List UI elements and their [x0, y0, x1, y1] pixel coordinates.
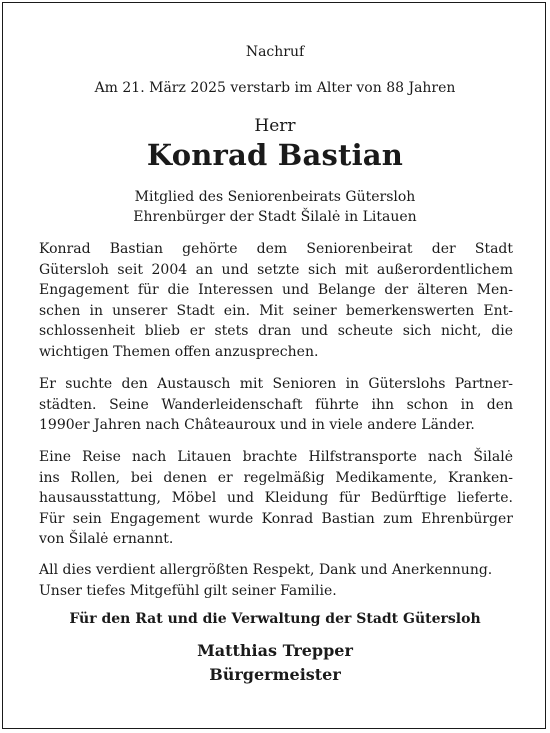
text-line: von Šilalė ernannt. [39, 531, 174, 547]
salutation: Herr [254, 116, 296, 136]
deceased-name: Konrad Bastian [146, 138, 404, 172]
paragraph-1 [39, 239, 513, 362]
signature-block [0, 639, 550, 687]
signer-name: Matthias Trepper [197, 641, 353, 660]
title-line: Mitglied des Seniorenbeirats Gütersloh [134, 189, 416, 205]
text-line: Unser tiefes Mitgefühl gilt seiner Familie. [39, 582, 337, 599]
signoff: Für den Rat und die Verwaltung der Stadt Gütersloh [69, 611, 481, 627]
paragraph-2 [39, 374, 513, 436]
text-line: schen in unserer Stadt ein. Mit seiner bemerkenswerten Ent- [39, 302, 513, 319]
text-line: All dies verdient allergrößten Respekt, Dank und Anerkennung. [39, 562, 493, 578]
text-line: Konrad Bastian gehörte dem Seniorenbeirat der Stadt [39, 241, 513, 257]
text-line: Er suchte den Austausch mit Senioren in Güterslohs Partner- [39, 376, 513, 392]
text-line: Gütersloh seit 2004 an und setzte sich mit außerordentlichem [39, 261, 513, 278]
signer-role: Bürgermeister [209, 665, 341, 684]
text-line: schlossenheit blieb er stets dran und scheute sich nicht, die [39, 323, 513, 339]
text-line: wichtigen Themen offen anzusprechen. [39, 343, 319, 360]
text-line: Engagement für die Interessen und Belange der älteren Men- [39, 282, 513, 298]
deceased-titles [0, 187, 550, 227]
text-line: hausausstattung, Möbel und Kleidung für Bedürftige lieferte. [39, 490, 513, 506]
text-line: ins Rollen, bei denen er regelmäßig Medikamente, Kranken- [39, 469, 513, 486]
text-line: Für sein Engagement wurde Konrad Bastian zum Ehrenbürger [39, 510, 513, 527]
title-line: Ehrenbürger der Stadt Šilalė in Litauen [133, 209, 417, 225]
text-line: 1990er Jahren nach Châteauroux und in viele andere Länder. [39, 417, 475, 433]
notice-intro: Am 21. März 2025 verstarb im Alter von 88 Jahren [94, 80, 456, 96]
text-line: Eine Reise nach Litauen brachte Hilfstransporte nach Šilalė [39, 449, 513, 465]
paragraph-3 [39, 447, 513, 550]
text-line: städten. Seine Wanderleidenschaft führte ihn schon in den [39, 396, 513, 413]
paragraph-4 [39, 560, 513, 601]
notice-heading: Nachruf [245, 44, 305, 60]
